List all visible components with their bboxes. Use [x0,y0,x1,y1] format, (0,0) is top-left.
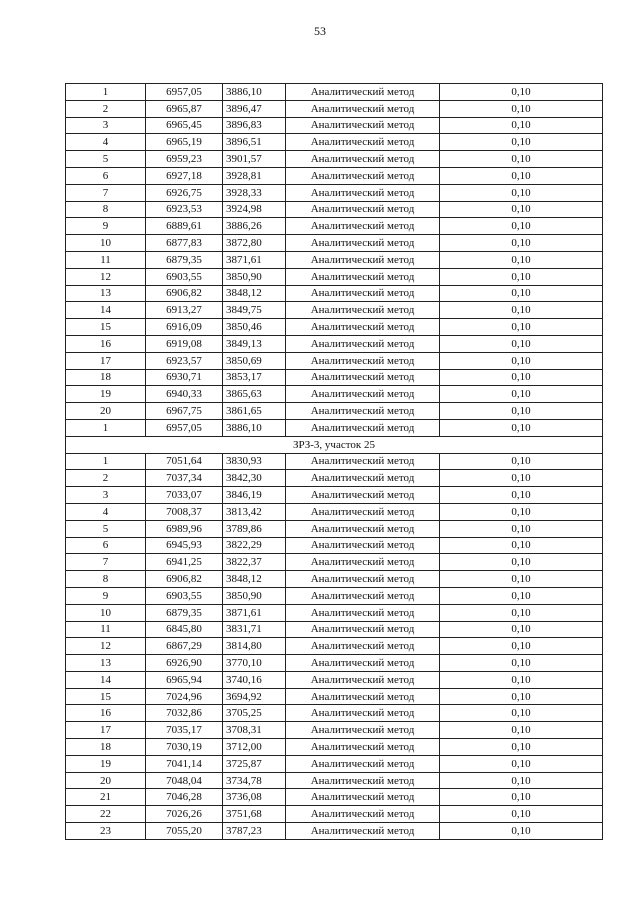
coord-x-cell: 6867,29 [146,638,223,655]
coord-x-cell: 7033,07 [146,487,223,504]
coord-y-cell: 3712,00 [223,739,286,756]
table-row [66,671,603,688]
coord-x-cell: 6941,25 [146,554,223,571]
coord-x-cell: 7030,19 [146,739,223,756]
accuracy-cell: 0,10 [440,772,603,789]
point-number-cell: 5 [66,151,146,168]
method-cell: Аналитический метод [286,520,440,537]
point-number-cell: 11 [66,621,146,638]
accuracy-cell: 0,10 [440,739,603,756]
point-number-cell: 8 [66,201,146,218]
section-title: ЗРЗ-3, участок 25 [66,436,603,453]
accuracy-cell: 0,10 [440,755,603,772]
accuracy-cell: 0,10 [440,487,603,504]
coord-x-cell: 7024,96 [146,688,223,705]
coordinates-table-body [66,84,603,840]
coord-y-cell: 3814,80 [223,638,286,655]
table-row [66,604,603,621]
method-cell: Аналитический метод [286,823,440,840]
accuracy-cell: 0,10 [440,789,603,806]
coord-y-cell: 3872,80 [223,235,286,252]
point-number-cell: 2 [66,100,146,117]
coord-x-cell: 6965,19 [146,134,223,151]
coord-y-cell: 3734,78 [223,772,286,789]
point-number-cell: 19 [66,755,146,772]
point-number-cell: 15 [66,319,146,336]
coord-y-cell: 3924,98 [223,201,286,218]
method-cell: Аналитический метод [286,655,440,672]
coord-x-cell: 6930,71 [146,369,223,386]
table-row [66,335,603,352]
point-number-cell: 16 [66,335,146,352]
coord-y-cell: 3831,71 [223,621,286,638]
point-number-cell: 12 [66,268,146,285]
table-row [66,352,603,369]
table-row [66,638,603,655]
table-row [66,755,603,772]
table-row [66,806,603,823]
point-number-cell: 11 [66,251,146,268]
coord-y-cell: 3751,68 [223,806,286,823]
table-row [66,84,603,101]
coord-x-cell: 7041,14 [146,755,223,772]
section-header-row [66,436,603,453]
coord-x-cell: 6889,61 [146,218,223,235]
method-cell: Аналитический метод [286,470,440,487]
coord-x-cell: 6906,82 [146,285,223,302]
coord-y-cell: 3850,46 [223,319,286,336]
coord-y-cell: 3822,37 [223,554,286,571]
table-row [66,235,603,252]
coord-y-cell: 3928,33 [223,184,286,201]
accuracy-cell: 0,10 [440,235,603,252]
point-number-cell: 17 [66,352,146,369]
coord-y-cell: 3886,10 [223,84,286,101]
method-cell: Аналитический метод [286,671,440,688]
method-cell: Аналитический метод [286,117,440,134]
coord-x-cell: 7032,86 [146,705,223,722]
method-cell: Аналитический метод [286,419,440,436]
point-number-cell: 10 [66,604,146,621]
table-row [66,688,603,705]
coord-y-cell: 3848,12 [223,285,286,302]
method-cell: Аналитический метод [286,705,440,722]
point-number-cell: 13 [66,285,146,302]
table-row [66,319,603,336]
coord-x-cell: 7055,20 [146,823,223,840]
point-number-cell: 3 [66,487,146,504]
point-number-cell: 9 [66,218,146,235]
accuracy-cell: 0,10 [440,655,603,672]
accuracy-cell: 0,10 [440,688,603,705]
accuracy-cell: 0,10 [440,386,603,403]
point-number-cell: 20 [66,772,146,789]
coord-x-cell: 7046,28 [146,789,223,806]
coord-y-cell: 3770,10 [223,655,286,672]
method-cell: Аналитический метод [286,503,440,520]
table-row [66,167,603,184]
accuracy-cell: 0,10 [440,705,603,722]
coord-x-cell: 6926,75 [146,184,223,201]
coord-x-cell: 6940,33 [146,386,223,403]
method-cell: Аналитический метод [286,151,440,168]
method-cell: Аналитический метод [286,403,440,420]
accuracy-cell: 0,10 [440,621,603,638]
method-cell: Аналитический метод [286,100,440,117]
coord-x-cell: 6965,45 [146,117,223,134]
table-row [66,554,603,571]
table-row [66,218,603,235]
table-row [66,285,603,302]
coord-y-cell: 3725,87 [223,755,286,772]
table-row [66,268,603,285]
table-row [66,470,603,487]
method-cell: Аналитический метод [286,335,440,352]
method-cell: Аналитический метод [286,621,440,638]
point-number-cell: 15 [66,688,146,705]
method-cell: Аналитический метод [286,453,440,470]
method-cell: Аналитический метод [286,251,440,268]
accuracy-cell: 0,10 [440,520,603,537]
method-cell: Аналитический метод [286,352,440,369]
coord-x-cell: 7037,34 [146,470,223,487]
table-row [66,823,603,840]
point-number-cell: 1 [66,419,146,436]
coord-y-cell: 3789,86 [223,520,286,537]
coord-y-cell: 3928,81 [223,167,286,184]
point-number-cell: 16 [66,705,146,722]
coord-y-cell: 3830,93 [223,453,286,470]
point-number-cell: 3 [66,117,146,134]
table-row [66,151,603,168]
table-row [66,655,603,672]
coord-x-cell: 6903,55 [146,268,223,285]
point-number-cell: 22 [66,806,146,823]
coord-y-cell: 3848,12 [223,571,286,588]
method-cell: Аналитический метод [286,554,440,571]
point-number-cell: 6 [66,167,146,184]
accuracy-cell: 0,10 [440,268,603,285]
table-row [66,386,603,403]
accuracy-cell: 0,10 [440,201,603,218]
coord-y-cell: 3736,08 [223,789,286,806]
point-number-cell: 4 [66,503,146,520]
accuracy-cell: 0,10 [440,638,603,655]
coord-x-cell: 6957,05 [146,84,223,101]
method-cell: Аналитический метод [286,587,440,604]
coord-y-cell: 3705,25 [223,705,286,722]
coord-x-cell: 6957,05 [146,419,223,436]
point-number-cell: 12 [66,638,146,655]
point-number-cell: 9 [66,587,146,604]
accuracy-cell: 0,10 [440,671,603,688]
point-number-cell: 18 [66,739,146,756]
coord-y-cell: 3861,65 [223,403,286,420]
coordinates-table [65,83,603,840]
coord-y-cell: 3822,29 [223,537,286,554]
point-number-cell: 2 [66,470,146,487]
table-row [66,369,603,386]
coord-x-cell: 6989,96 [146,520,223,537]
coord-x-cell: 6965,87 [146,100,223,117]
accuracy-cell: 0,10 [440,419,603,436]
coord-x-cell: 6879,35 [146,251,223,268]
method-cell: Аналитический метод [286,739,440,756]
coord-x-cell: 7035,17 [146,722,223,739]
coord-y-cell: 3850,69 [223,352,286,369]
accuracy-cell: 0,10 [440,604,603,621]
method-cell: Аналитический метод [286,537,440,554]
point-number-cell: 20 [66,403,146,420]
point-number-cell: 7 [66,184,146,201]
point-number-cell: 6 [66,537,146,554]
table-row [66,772,603,789]
coord-y-cell: 3740,16 [223,671,286,688]
coord-y-cell: 3896,51 [223,134,286,151]
coord-y-cell: 3850,90 [223,268,286,285]
accuracy-cell: 0,10 [440,167,603,184]
method-cell: Аналитический метод [286,688,440,705]
coord-y-cell: 3865,63 [223,386,286,403]
coord-y-cell: 3846,19 [223,487,286,504]
accuracy-cell: 0,10 [440,352,603,369]
table-row [66,487,603,504]
accuracy-cell: 0,10 [440,134,603,151]
accuracy-cell: 0,10 [440,470,603,487]
coord-x-cell: 6967,75 [146,403,223,420]
point-number-cell: 13 [66,655,146,672]
method-cell: Аналитический метод [286,386,440,403]
method-cell: Аналитический метод [286,806,440,823]
method-cell: Аналитический метод [286,201,440,218]
accuracy-cell: 0,10 [440,285,603,302]
method-cell: Аналитический метод [286,218,440,235]
table-row [66,302,603,319]
coord-y-cell: 3896,83 [223,117,286,134]
accuracy-cell: 0,10 [440,453,603,470]
table-row [66,789,603,806]
coord-x-cell: 7048,04 [146,772,223,789]
coord-x-cell: 6916,09 [146,319,223,336]
accuracy-cell: 0,10 [440,554,603,571]
accuracy-cell: 0,10 [440,823,603,840]
method-cell: Аналитический метод [286,638,440,655]
coord-y-cell: 3813,42 [223,503,286,520]
point-number-cell: 17 [66,722,146,739]
point-number-cell: 1 [66,453,146,470]
point-number-cell: 10 [66,235,146,252]
coord-x-cell: 6926,90 [146,655,223,672]
point-number-cell: 7 [66,554,146,571]
coord-x-cell: 6945,93 [146,537,223,554]
method-cell: Аналитический метод [286,319,440,336]
coord-x-cell: 6845,80 [146,621,223,638]
table-row [66,587,603,604]
coord-y-cell: 3871,61 [223,251,286,268]
method-cell: Аналитический метод [286,285,440,302]
point-number-cell: 19 [66,386,146,403]
coord-x-cell: 6923,57 [146,352,223,369]
accuracy-cell: 0,10 [440,251,603,268]
accuracy-cell: 0,10 [440,537,603,554]
table-row [66,739,603,756]
accuracy-cell: 0,10 [440,571,603,588]
accuracy-cell: 0,10 [440,184,603,201]
table-row [66,520,603,537]
accuracy-cell: 0,10 [440,218,603,235]
point-number-cell: 14 [66,671,146,688]
coord-y-cell: 3871,61 [223,604,286,621]
point-number-cell: 14 [66,302,146,319]
accuracy-cell: 0,10 [440,403,603,420]
accuracy-cell: 0,10 [440,151,603,168]
coord-x-cell: 6877,83 [146,235,223,252]
point-number-cell: 23 [66,823,146,840]
method-cell: Аналитический метод [286,134,440,151]
table-row [66,201,603,218]
method-cell: Аналитический метод [286,268,440,285]
point-number-cell: 18 [66,369,146,386]
table-row [66,705,603,722]
point-number-cell: 5 [66,520,146,537]
method-cell: Аналитический метод [286,755,440,772]
coord-y-cell: 3896,47 [223,100,286,117]
coord-x-cell: 6965,94 [146,671,223,688]
method-cell: Аналитический метод [286,84,440,101]
method-cell: Аналитический метод [286,722,440,739]
table-row [66,571,603,588]
accuracy-cell: 0,10 [440,117,603,134]
point-number-cell: 8 [66,571,146,588]
method-cell: Аналитический метод [286,369,440,386]
coord-y-cell: 3850,90 [223,587,286,604]
point-number-cell: 1 [66,84,146,101]
accuracy-cell: 0,10 [440,369,603,386]
coord-y-cell: 3853,17 [223,369,286,386]
table-row [66,503,603,520]
table-row [66,134,603,151]
point-number-cell: 21 [66,789,146,806]
coord-y-cell: 3787,23 [223,823,286,840]
coord-x-cell: 6913,27 [146,302,223,319]
coord-x-cell: 6923,53 [146,201,223,218]
coord-x-cell: 7008,37 [146,503,223,520]
table-row [66,453,603,470]
coord-y-cell: 3694,92 [223,688,286,705]
method-cell: Аналитический метод [286,167,440,184]
coord-x-cell: 7026,26 [146,806,223,823]
coord-y-cell: 3886,26 [223,218,286,235]
accuracy-cell: 0,10 [440,503,603,520]
method-cell: Аналитический метод [286,772,440,789]
accuracy-cell: 0,10 [440,302,603,319]
page-number: 53 [314,24,326,38]
accuracy-cell: 0,10 [440,84,603,101]
accuracy-cell: 0,10 [440,319,603,336]
method-cell: Аналитический метод [286,235,440,252]
table-row [66,184,603,201]
coord-x-cell: 6919,08 [146,335,223,352]
accuracy-cell: 0,10 [440,335,603,352]
accuracy-cell: 0,10 [440,100,603,117]
table-row [66,100,603,117]
table-row [66,722,603,739]
coord-y-cell: 3901,57 [223,151,286,168]
coord-x-cell: 6903,55 [146,587,223,604]
coord-x-cell: 6959,23 [146,151,223,168]
coord-y-cell: 3849,13 [223,335,286,352]
coord-x-cell: 6906,82 [146,571,223,588]
table-row [66,403,603,420]
accuracy-cell: 0,10 [440,587,603,604]
coord-y-cell: 3849,75 [223,302,286,319]
coord-y-cell: 3886,10 [223,419,286,436]
table-row [66,117,603,134]
accuracy-cell: 0,10 [440,806,603,823]
coord-x-cell: 6927,18 [146,167,223,184]
point-number-cell: 4 [66,134,146,151]
method-cell: Аналитический метод [286,604,440,621]
coord-y-cell: 3708,31 [223,722,286,739]
coord-x-cell: 6879,35 [146,604,223,621]
method-cell: Аналитический метод [286,487,440,504]
table-row [66,621,603,638]
table-row [66,537,603,554]
method-cell: Аналитический метод [286,184,440,201]
method-cell: Аналитический метод [286,789,440,806]
table-row [66,419,603,436]
coord-x-cell: 7051,64 [146,453,223,470]
coord-y-cell: 3842,30 [223,470,286,487]
method-cell: Аналитический метод [286,302,440,319]
method-cell: Аналитический метод [286,571,440,588]
table-row [66,251,603,268]
accuracy-cell: 0,10 [440,722,603,739]
